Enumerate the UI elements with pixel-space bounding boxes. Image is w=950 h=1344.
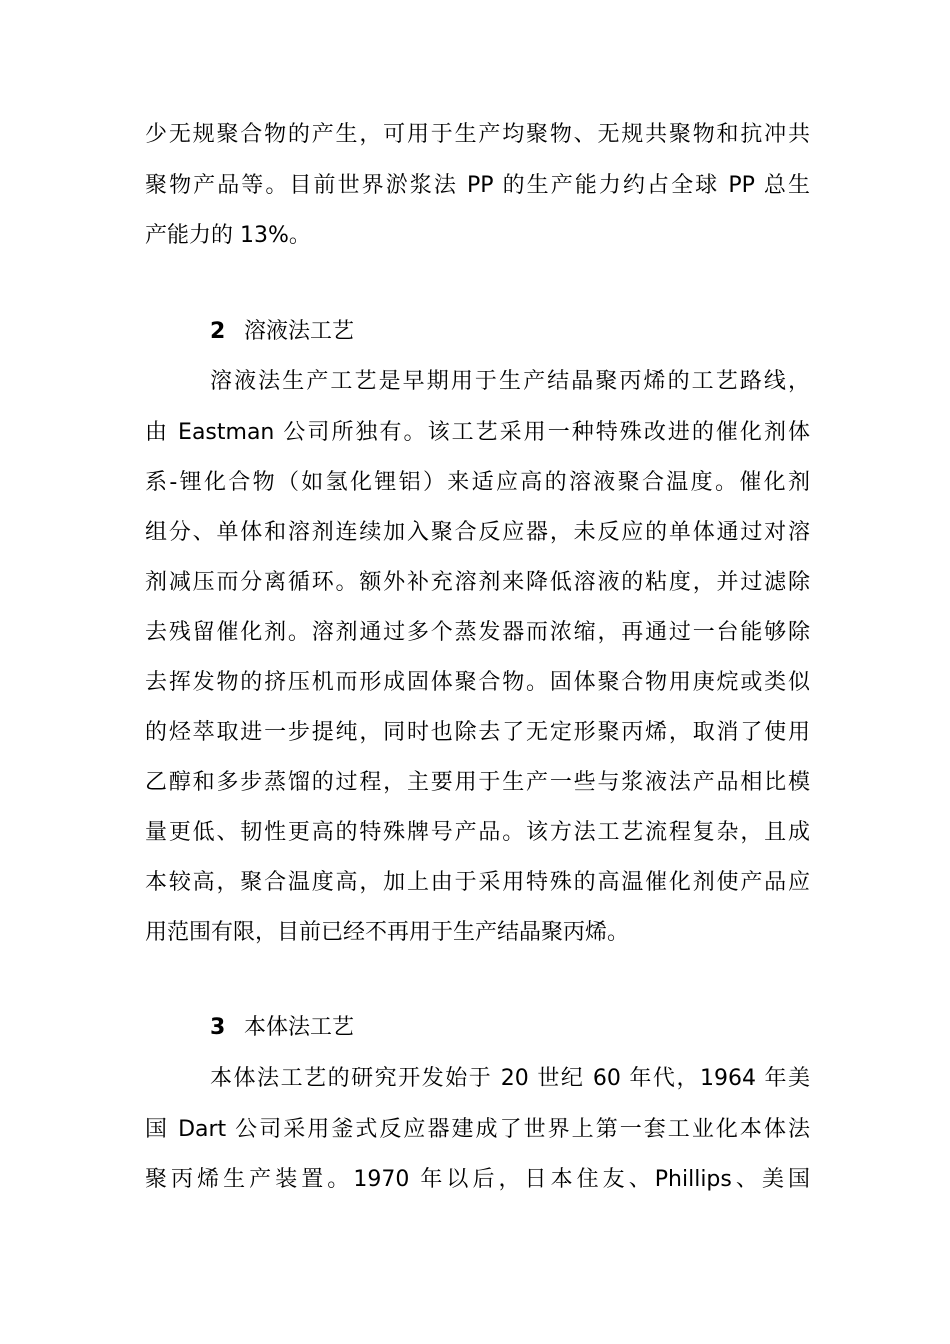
paragraph-line: 本较高，聚合温度高，加上由于采用特殊的高温催化剂使产品应 [145,870,810,895]
paragraph-line: 产能力的 13%。 [145,223,311,248]
paragraph-line: 用范围有限，目前已经不再用于生产结晶聚丙烯。 [145,920,630,945]
paragraph-line: 去残留催化剂。溶剂通过多个蒸发器而浓缩，再通过一台能够除 [145,620,810,645]
paragraph-line: 去挥发物的挤压机而形成固体聚合物。固体聚合物用庚烷或类似 [145,670,810,695]
section-number: 3 [210,1015,226,1040]
paragraph-line: 组分、单体和溶剂连续加入聚合反应器，未反应的单体通过对溶 [145,520,810,545]
paragraph-line: 聚丙烯生产装置。1970 年以后，日本住友、Phillips、美国 [145,1167,810,1192]
section-number: 2 [210,319,226,344]
section-heading [210,1013,354,1043]
paragraph-line: 由 Eastman 公司所独有。该工艺采用一种特殊改进的催化剂体 [145,420,810,445]
section-heading [210,317,354,347]
section-title: 溶液法工艺 [244,319,355,344]
paragraph-line: 聚物产品等。目前世界淤浆法 PP 的生产能力约占全球 PP 总生 [145,173,810,198]
paragraph-line: 的烃萃取进一步提纯，同时也除去了无定形聚丙烯，取消了使用 [145,720,810,745]
paragraph-line: 本体法工艺的研究开发始于 20 世纪 60 年代，1964 年美 [210,1066,810,1091]
paragraph-line: 剂减压而分离循环。额外补充溶剂来降低溶液的粘度，并过滤除 [145,570,810,595]
paragraph-line: 少无规聚合物的产生，可用于生产均聚物、无规共聚物和抗冲共 [145,122,810,147]
paragraph-line: 量更低、韧性更高的特殊牌号产品。该方法工艺流程复杂，且成 [145,820,810,845]
paragraph-line: 乙醇和多步蒸馏的过程，主要用于生产一些与浆液法产品相比模 [145,770,810,795]
paragraph-line: 系-锂化合物（如氢化锂铝）来适应高的溶液聚合温度。催化剂 [145,470,810,495]
paragraph-line: 国 Dart 公司采用釜式反应器建成了世界上第一套工业化本体法 [145,1117,810,1142]
paragraph-line: 溶液法生产工艺是早期用于生产结晶聚丙烯的工艺路线， [210,369,810,394]
section-title: 本体法工艺 [244,1015,355,1040]
